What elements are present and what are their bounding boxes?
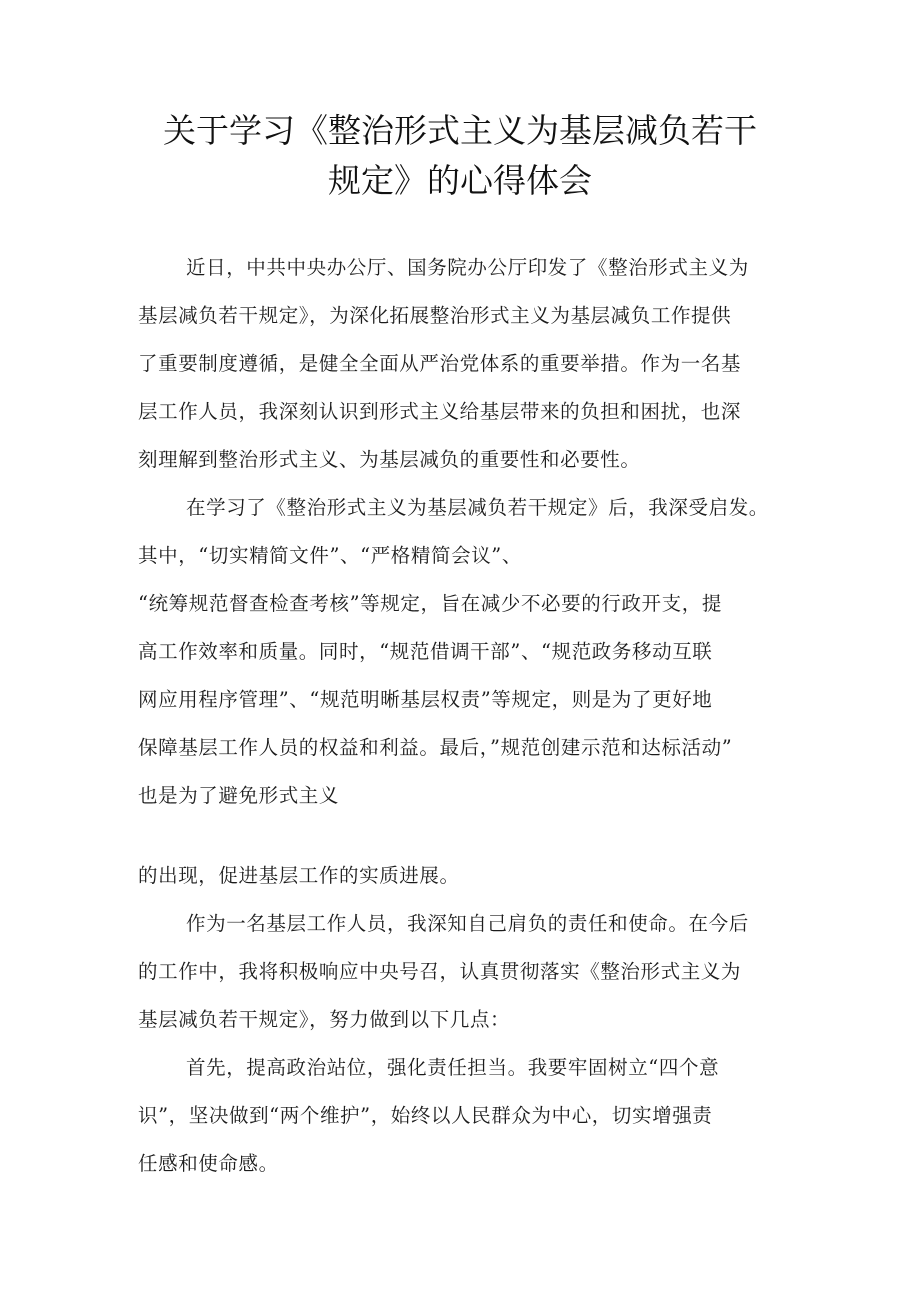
title-line-1: 关于学习《整治形式主义为基层减负若干 xyxy=(163,111,757,150)
body-line: 在学习了《整治形式主义为基层减负若干规定》后，我深受启发。 xyxy=(186,496,769,519)
body-line: 任感和使命感。 xyxy=(138,1152,279,1175)
body-line: 基层减负若干规定》，努力做到以下几点： xyxy=(138,1008,511,1031)
title-line-2: 规定》的心得体会 xyxy=(328,161,592,200)
body-line: 其中，“切实精简文件”、“严格精简会议”、 xyxy=(138,544,522,567)
body-line: “统筹规范督查检查考核”等规定，旨在减少不必要的行政开支，提 xyxy=(138,592,722,615)
body-line: 的工作中，我将积极响应中央号召，认真贯彻落实《整治形式主义为 xyxy=(138,960,742,983)
body-line: 的出现，促进基层工作的实质进展。 xyxy=(138,864,460,887)
body-line: 刻理解到整治形式主义、为基层减负的重要性和必要性。 xyxy=(138,448,641,471)
document-title xyxy=(100,106,820,206)
body-line: 层工作人员，我深刻认识到形式主义给基层带来的负担和困扰，也深 xyxy=(138,400,742,423)
body-line: 保障基层工作人员的权益和利益。最后，”规范创建示范和达标活动” xyxy=(138,736,733,759)
body-line: 识”，坚决做到“两个维护”，始终以人民群众为中心，切实增强责 xyxy=(138,1104,713,1127)
body-line: 也是为了避免形式主义 xyxy=(138,784,340,807)
body-line: 基层减负若干规定》，为深化拓展整治形式主义为基层减负工作提供 xyxy=(138,304,732,327)
body-line: 了重要制度遵循，是健全全面从严治党体系的重要举措。作为一名基 xyxy=(138,352,742,375)
body-line: 作为一名基层工作人员，我深知自己肩负的责任和使命。在今后 xyxy=(186,912,749,935)
body-line: 网应用程序管理”、“规范明晰基层权责”等规定，则是为了更好地 xyxy=(138,688,713,711)
body-line: 近日，中共中央办公厅、国务院办公厅印发了《整治形式主义为 xyxy=(186,256,749,279)
body-line: 高工作效率和质量。同时，“规范借调干部”、“规范政务移动互联 xyxy=(138,640,713,663)
body-line: 首先，提高政治站位，强化责任担当。我要牢固树立“四个意 xyxy=(186,1056,720,1079)
